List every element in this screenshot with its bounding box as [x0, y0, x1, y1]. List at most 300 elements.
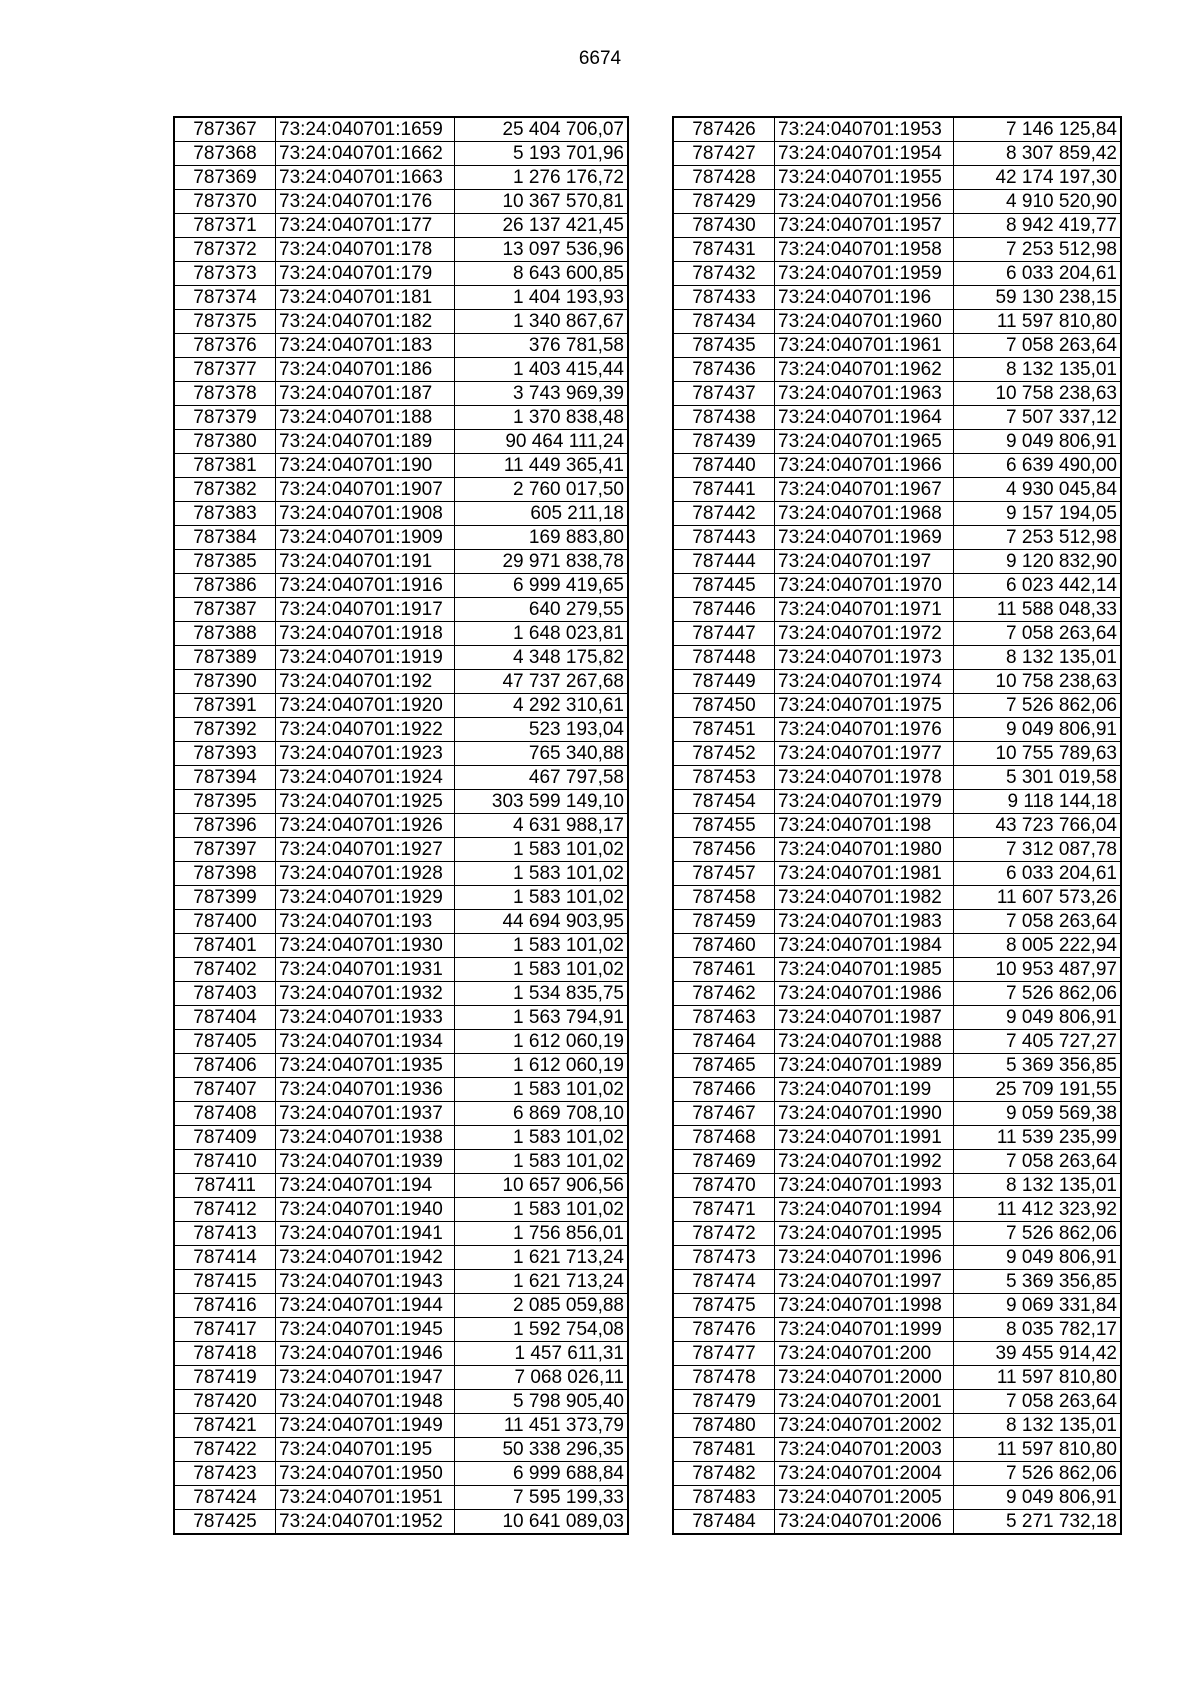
value-cell: 1 583 101,02 — [455, 1078, 629, 1102]
table-row — [673, 1006, 1121, 1030]
cadastral-number-cell: 73:24:040701:1947 — [276, 1366, 455, 1390]
table-row — [174, 862, 628, 886]
value-cell: 9 049 806,91 — [954, 1006, 1122, 1030]
table-row — [673, 718, 1121, 742]
value-cell: 1 340 867,67 — [455, 310, 629, 334]
row-number-cell: 787432 — [673, 262, 775, 286]
row-number-cell: 787454 — [673, 790, 775, 814]
row-number-cell: 787469 — [673, 1150, 775, 1174]
value-cell: 11 588 048,33 — [954, 598, 1122, 622]
value-cell: 8 005 222,94 — [954, 934, 1122, 958]
cadastral-number-cell: 73:24:040701:1908 — [276, 502, 455, 526]
table-row — [673, 214, 1121, 238]
value-cell: 43 723 766,04 — [954, 814, 1122, 838]
row-number-cell: 787448 — [673, 646, 775, 670]
value-cell: 6 869 708,10 — [455, 1102, 629, 1126]
cadastral-number-cell: 73:24:040701:1978 — [775, 766, 954, 790]
row-number-cell: 787418 — [174, 1342, 276, 1366]
cadastral-number-cell: 73:24:040701:1979 — [775, 790, 954, 814]
row-number-cell: 787433 — [673, 286, 775, 310]
value-cell: 1 404 193,93 — [455, 286, 629, 310]
row-number-cell: 787439 — [673, 430, 775, 454]
row-number-cell: 787383 — [174, 502, 276, 526]
table-row — [673, 982, 1121, 1006]
table-row — [673, 166, 1121, 190]
row-number-cell: 787465 — [673, 1054, 775, 1078]
cadastral-number-cell: 73:24:040701:2002 — [775, 1414, 954, 1438]
cadastral-number-cell: 73:24:040701:1989 — [775, 1054, 954, 1078]
row-number-cell: 787408 — [174, 1102, 276, 1126]
table-row — [673, 550, 1121, 574]
row-number-cell: 787431 — [673, 238, 775, 262]
row-number-cell: 787420 — [174, 1390, 276, 1414]
table-row — [673, 1318, 1121, 1342]
row-number-cell: 787415 — [174, 1270, 276, 1294]
value-cell: 8 132 135,01 — [954, 646, 1122, 670]
table-row — [174, 1342, 628, 1366]
cadastral-number-cell: 73:24:040701:1987 — [775, 1006, 954, 1030]
table-row — [673, 117, 1121, 142]
value-cell: 7 068 026,11 — [455, 1366, 629, 1390]
left-table — [173, 116, 629, 1535]
table-row — [174, 454, 628, 478]
value-cell: 7 526 862,06 — [954, 694, 1122, 718]
table-row — [174, 1222, 628, 1246]
row-number-cell: 787461 — [673, 958, 775, 982]
value-cell: 169 883,80 — [455, 526, 629, 550]
row-number-cell: 787435 — [673, 334, 775, 358]
value-cell: 1 583 101,02 — [455, 886, 629, 910]
cadastral-number-cell: 73:24:040701:1929 — [276, 886, 455, 910]
cadastral-number-cell: 73:24:040701:1999 — [775, 1318, 954, 1342]
row-number-cell: 787479 — [673, 1390, 775, 1414]
row-number-cell: 787380 — [174, 430, 276, 454]
row-number-cell: 787468 — [673, 1126, 775, 1150]
value-cell: 1 756 856,01 — [455, 1222, 629, 1246]
table-row — [174, 238, 628, 262]
table-row — [673, 1462, 1121, 1486]
value-cell: 9 049 806,91 — [954, 1486, 1122, 1510]
table-row — [673, 670, 1121, 694]
cadastral-number-cell: 73:24:040701:1916 — [276, 574, 455, 598]
table-row — [174, 1198, 628, 1222]
table-row — [174, 1294, 628, 1318]
row-number-cell: 787472 — [673, 1222, 775, 1246]
cadastral-number-cell: 73:24:040701:1928 — [276, 862, 455, 886]
value-cell: 7 312 087,78 — [954, 838, 1122, 862]
cadastral-number-cell: 73:24:040701:178 — [276, 238, 455, 262]
row-number-cell: 787430 — [673, 214, 775, 238]
value-cell: 11 449 365,41 — [455, 454, 629, 478]
table-row — [673, 526, 1121, 550]
table-row — [673, 838, 1121, 862]
value-cell: 1 583 101,02 — [455, 958, 629, 982]
cadastral-number-cell: 73:24:040701:1931 — [276, 958, 455, 982]
row-number-cell: 787414 — [174, 1246, 276, 1270]
table-row — [673, 1414, 1121, 1438]
table-row — [174, 1174, 628, 1198]
table-row — [174, 382, 628, 406]
row-number-cell: 787392 — [174, 718, 276, 742]
value-cell: 303 599 149,10 — [455, 790, 629, 814]
cadastral-number-cell: 73:24:040701:1943 — [276, 1270, 455, 1294]
value-cell: 6 639 490,00 — [954, 454, 1122, 478]
row-number-cell: 787413 — [174, 1222, 276, 1246]
cadastral-number-cell: 73:24:040701:1990 — [775, 1102, 954, 1126]
row-number-cell: 787372 — [174, 238, 276, 262]
value-cell: 9 157 194,05 — [954, 502, 1122, 526]
row-number-cell: 787473 — [673, 1246, 775, 1270]
row-number-cell: 787441 — [673, 478, 775, 502]
cadastral-number-cell: 73:24:040701:2006 — [775, 1510, 954, 1535]
row-number-cell: 787378 — [174, 382, 276, 406]
cadastral-number-cell: 73:24:040701:1939 — [276, 1150, 455, 1174]
table-row — [174, 1366, 628, 1390]
row-number-cell: 787401 — [174, 934, 276, 958]
table-row — [673, 622, 1121, 646]
cadastral-number-cell: 73:24:040701:1998 — [775, 1294, 954, 1318]
cadastral-number-cell: 73:24:040701:191 — [276, 550, 455, 574]
cadastral-number-cell: 73:24:040701:1969 — [775, 526, 954, 550]
value-cell: 640 279,55 — [455, 598, 629, 622]
row-number-cell: 787396 — [174, 814, 276, 838]
value-cell: 6 033 204,61 — [954, 262, 1122, 286]
value-cell: 10 657 906,56 — [455, 1174, 629, 1198]
value-cell: 1 583 101,02 — [455, 838, 629, 862]
row-number-cell: 787376 — [174, 334, 276, 358]
row-number-cell: 787391 — [174, 694, 276, 718]
row-number-cell: 787373 — [174, 262, 276, 286]
cadastral-number-cell: 73:24:040701:1948 — [276, 1390, 455, 1414]
row-number-cell: 787424 — [174, 1486, 276, 1510]
table-row — [673, 1174, 1121, 1198]
table-row — [673, 430, 1121, 454]
table-row — [673, 1366, 1121, 1390]
value-cell: 6 023 442,14 — [954, 574, 1122, 598]
row-number-cell: 787452 — [673, 742, 775, 766]
table-row — [673, 310, 1121, 334]
row-number-cell: 787367 — [174, 117, 276, 142]
cadastral-number-cell: 73:24:040701:192 — [276, 670, 455, 694]
cadastral-number-cell: 73:24:040701:1971 — [775, 598, 954, 622]
row-number-cell: 787386 — [174, 574, 276, 598]
table-row — [174, 670, 628, 694]
table-row — [174, 790, 628, 814]
row-number-cell: 787460 — [673, 934, 775, 958]
cadastral-number-cell: 73:24:040701:1959 — [775, 262, 954, 286]
row-number-cell: 787375 — [174, 310, 276, 334]
row-number-cell: 787368 — [174, 142, 276, 166]
row-number-cell: 787385 — [174, 550, 276, 574]
value-cell: 1 612 060,19 — [455, 1030, 629, 1054]
row-number-cell: 787478 — [673, 1366, 775, 1390]
row-number-cell: 787457 — [673, 862, 775, 886]
value-cell: 5 369 356,85 — [954, 1270, 1122, 1294]
cadastral-number-cell: 73:24:040701:198 — [775, 814, 954, 838]
table-row — [174, 1510, 628, 1535]
row-number-cell: 787416 — [174, 1294, 276, 1318]
cadastral-number-cell: 73:24:040701:1982 — [775, 886, 954, 910]
table-row — [174, 142, 628, 166]
row-number-cell: 787428 — [673, 166, 775, 190]
row-number-cell: 787477 — [673, 1342, 775, 1366]
table-row — [673, 1222, 1121, 1246]
value-cell: 7 526 862,06 — [954, 1462, 1122, 1486]
row-number-cell: 787417 — [174, 1318, 276, 1342]
table-row — [673, 646, 1121, 670]
value-cell: 765 340,88 — [455, 742, 629, 766]
row-number-cell: 787458 — [673, 886, 775, 910]
table-row — [673, 1294, 1121, 1318]
table-row — [673, 1030, 1121, 1054]
row-number-cell: 787484 — [673, 1510, 775, 1535]
table-row — [174, 1078, 628, 1102]
value-cell: 7 058 263,64 — [954, 1390, 1122, 1414]
value-cell: 47 737 267,68 — [455, 670, 629, 694]
table-row — [174, 1030, 628, 1054]
value-cell: 6 033 204,61 — [954, 862, 1122, 886]
row-number-cell: 787371 — [174, 214, 276, 238]
cadastral-number-cell: 73:24:040701:1940 — [276, 1198, 455, 1222]
cadastral-number-cell: 73:24:040701:188 — [276, 406, 455, 430]
row-number-cell: 787395 — [174, 790, 276, 814]
row-number-cell: 787436 — [673, 358, 775, 382]
value-cell: 11 597 810,80 — [954, 1438, 1122, 1462]
row-number-cell: 787440 — [673, 454, 775, 478]
row-number-cell: 787410 — [174, 1150, 276, 1174]
page-number: 6674 — [578, 48, 622, 69]
table-row — [174, 1462, 628, 1486]
cadastral-number-cell: 73:24:040701:1949 — [276, 1414, 455, 1438]
value-cell: 4 348 175,82 — [455, 646, 629, 670]
table-row — [174, 310, 628, 334]
table-row — [673, 1078, 1121, 1102]
cadastral-number-cell: 73:24:040701:186 — [276, 358, 455, 382]
table-row — [174, 1438, 628, 1462]
table-row — [673, 862, 1121, 886]
cadastral-number-cell: 73:24:040701:1974 — [775, 670, 954, 694]
row-number-cell: 787405 — [174, 1030, 276, 1054]
table-row — [673, 766, 1121, 790]
value-cell: 7 253 512,98 — [954, 238, 1122, 262]
table-row — [174, 694, 628, 718]
value-cell: 5 798 905,40 — [455, 1390, 629, 1414]
row-number-cell: 787459 — [673, 910, 775, 934]
cadastral-number-cell: 73:24:040701:1994 — [775, 1198, 954, 1222]
cadastral-number-cell: 73:24:040701:1993 — [775, 1174, 954, 1198]
value-cell: 13 097 536,96 — [455, 238, 629, 262]
row-number-cell: 787382 — [174, 478, 276, 502]
row-number-cell: 787466 — [673, 1078, 775, 1102]
table-row — [673, 142, 1121, 166]
table-row — [174, 1150, 628, 1174]
value-cell: 3 743 969,39 — [455, 382, 629, 406]
cadastral-number-cell: 73:24:040701:181 — [276, 286, 455, 310]
value-cell: 5 369 356,85 — [954, 1054, 1122, 1078]
value-cell: 7 253 512,98 — [954, 526, 1122, 550]
table-row — [174, 1006, 628, 1030]
table-row — [174, 718, 628, 742]
cadastral-number-cell: 73:24:040701:199 — [775, 1078, 954, 1102]
row-number-cell: 787476 — [673, 1318, 775, 1342]
value-cell: 5 301 019,58 — [954, 766, 1122, 790]
cadastral-number-cell: 73:24:040701:1945 — [276, 1318, 455, 1342]
row-number-cell: 787419 — [174, 1366, 276, 1390]
cadastral-number-cell: 73:24:040701:183 — [276, 334, 455, 358]
cadastral-number-cell: 73:24:040701:1935 — [276, 1054, 455, 1078]
cadastral-number-cell: 73:24:040701:1923 — [276, 742, 455, 766]
cadastral-number-cell: 73:24:040701:1988 — [775, 1030, 954, 1054]
value-cell: 1 583 101,02 — [455, 1198, 629, 1222]
table-row — [174, 1390, 628, 1414]
value-cell: 6 999 419,65 — [455, 574, 629, 598]
row-number-cell: 787463 — [673, 1006, 775, 1030]
value-cell: 10 953 487,97 — [954, 958, 1122, 982]
row-number-cell: 787388 — [174, 622, 276, 646]
value-cell: 8 132 135,01 — [954, 1174, 1122, 1198]
cadastral-number-cell: 73:24:040701:1946 — [276, 1342, 455, 1366]
table-row — [174, 1318, 628, 1342]
table-row — [174, 886, 628, 910]
cadastral-number-cell: 73:24:040701:1952 — [276, 1510, 455, 1535]
row-number-cell: 787402 — [174, 958, 276, 982]
row-number-cell: 787456 — [673, 838, 775, 862]
value-cell: 1 592 754,08 — [455, 1318, 629, 1342]
row-number-cell: 787470 — [673, 1174, 775, 1198]
table-row — [673, 1390, 1121, 1414]
row-number-cell: 787399 — [174, 886, 276, 910]
table-row — [673, 1486, 1121, 1510]
table-row — [673, 286, 1121, 310]
cadastral-number-cell: 73:24:040701:1930 — [276, 934, 455, 958]
table-row — [174, 598, 628, 622]
value-cell: 9 118 144,18 — [954, 790, 1122, 814]
cadastral-number-cell: 73:24:040701:1992 — [775, 1150, 954, 1174]
cadastral-number-cell: 73:24:040701:196 — [775, 286, 954, 310]
value-cell: 4 631 988,17 — [455, 814, 629, 838]
cadastral-number-cell: 73:24:040701:179 — [276, 262, 455, 286]
row-number-cell: 787444 — [673, 550, 775, 574]
row-number-cell: 787481 — [673, 1438, 775, 1462]
table-row — [174, 958, 628, 982]
cadastral-number-cell: 73:24:040701:1977 — [775, 742, 954, 766]
table-row — [174, 1126, 628, 1150]
table-row — [174, 262, 628, 286]
table-row — [673, 1102, 1121, 1126]
table-row — [174, 1486, 628, 1510]
value-cell: 7 058 263,64 — [954, 334, 1122, 358]
table-row — [673, 1198, 1121, 1222]
value-cell: 11 539 235,99 — [954, 1126, 1122, 1150]
cadastral-number-cell: 73:24:040701:1970 — [775, 574, 954, 598]
value-cell: 11 412 323,92 — [954, 1198, 1122, 1222]
value-cell: 2 760 017,50 — [455, 478, 629, 502]
table-row — [673, 934, 1121, 958]
right-table — [672, 116, 1122, 1535]
table-row — [174, 742, 628, 766]
row-number-cell: 787421 — [174, 1414, 276, 1438]
value-cell: 11 597 810,80 — [954, 1366, 1122, 1390]
value-cell: 376 781,58 — [455, 334, 629, 358]
table-row — [673, 334, 1121, 358]
table-row — [174, 190, 628, 214]
cadastral-number-cell: 73:24:040701:1997 — [775, 1270, 954, 1294]
cadastral-number-cell: 73:24:040701:1918 — [276, 622, 455, 646]
value-cell: 1 648 023,81 — [455, 622, 629, 646]
row-number-cell: 787390 — [174, 670, 276, 694]
cadastral-number-cell: 73:24:040701:1942 — [276, 1246, 455, 1270]
value-cell: 1 583 101,02 — [455, 862, 629, 886]
cadastral-number-cell: 73:24:040701:1961 — [775, 334, 954, 358]
value-cell: 1 403 415,44 — [455, 358, 629, 382]
cadastral-number-cell: 73:24:040701:2004 — [775, 1462, 954, 1486]
row-number-cell: 787407 — [174, 1078, 276, 1102]
row-number-cell: 787449 — [673, 670, 775, 694]
table-row — [673, 1246, 1121, 1270]
cadastral-number-cell: 73:24:040701:177 — [276, 214, 455, 238]
row-number-cell: 787464 — [673, 1030, 775, 1054]
cadastral-number-cell: 73:24:040701:1963 — [775, 382, 954, 406]
row-number-cell: 787374 — [174, 286, 276, 310]
table-row — [673, 886, 1121, 910]
cadastral-number-cell: 73:24:040701:1932 — [276, 982, 455, 1006]
value-cell: 8 307 859,42 — [954, 142, 1122, 166]
row-number-cell: 787443 — [673, 526, 775, 550]
cadastral-number-cell: 73:24:040701:1919 — [276, 646, 455, 670]
cadastral-number-cell: 73:24:040701:189 — [276, 430, 455, 454]
table-row — [673, 406, 1121, 430]
table-row — [673, 1054, 1121, 1078]
cadastral-number-cell: 73:24:040701:1922 — [276, 718, 455, 742]
table-row — [673, 742, 1121, 766]
value-cell: 1 583 101,02 — [455, 1126, 629, 1150]
cadastral-number-cell: 73:24:040701:2003 — [775, 1438, 954, 1462]
table-row — [174, 286, 628, 310]
value-cell: 7 526 862,06 — [954, 1222, 1122, 1246]
cadastral-number-cell: 73:24:040701:1966 — [775, 454, 954, 478]
row-number-cell: 787411 — [174, 1174, 276, 1198]
cadastral-number-cell: 73:24:040701:1981 — [775, 862, 954, 886]
cadastral-number-cell: 73:24:040701:194 — [276, 1174, 455, 1198]
row-number-cell: 787387 — [174, 598, 276, 622]
table-row — [673, 262, 1121, 286]
cadastral-number-cell: 73:24:040701:1960 — [775, 310, 954, 334]
value-cell: 10 367 570,81 — [455, 190, 629, 214]
table-row — [174, 1102, 628, 1126]
row-number-cell: 787445 — [673, 574, 775, 598]
cadastral-number-cell: 73:24:040701:1659 — [276, 117, 455, 142]
table-row — [174, 646, 628, 670]
cadastral-number-cell: 73:24:040701:1954 — [775, 142, 954, 166]
row-number-cell: 787450 — [673, 694, 775, 718]
row-number-cell: 787426 — [673, 117, 775, 142]
row-number-cell: 787412 — [174, 1198, 276, 1222]
table-row — [174, 982, 628, 1006]
value-cell: 25 709 191,55 — [954, 1078, 1122, 1102]
table-row — [673, 238, 1121, 262]
row-number-cell: 787446 — [673, 598, 775, 622]
row-number-cell: 787422 — [174, 1438, 276, 1462]
table-row — [174, 814, 628, 838]
row-number-cell: 787369 — [174, 166, 276, 190]
value-cell: 9 120 832,90 — [954, 550, 1122, 574]
value-cell: 8 643 600,85 — [455, 262, 629, 286]
cadastral-number-cell: 73:24:040701:1938 — [276, 1126, 455, 1150]
row-number-cell: 787447 — [673, 622, 775, 646]
table-row — [174, 358, 628, 382]
cadastral-number-cell: 73:24:040701:1955 — [775, 166, 954, 190]
value-cell: 8 942 419,77 — [954, 214, 1122, 238]
